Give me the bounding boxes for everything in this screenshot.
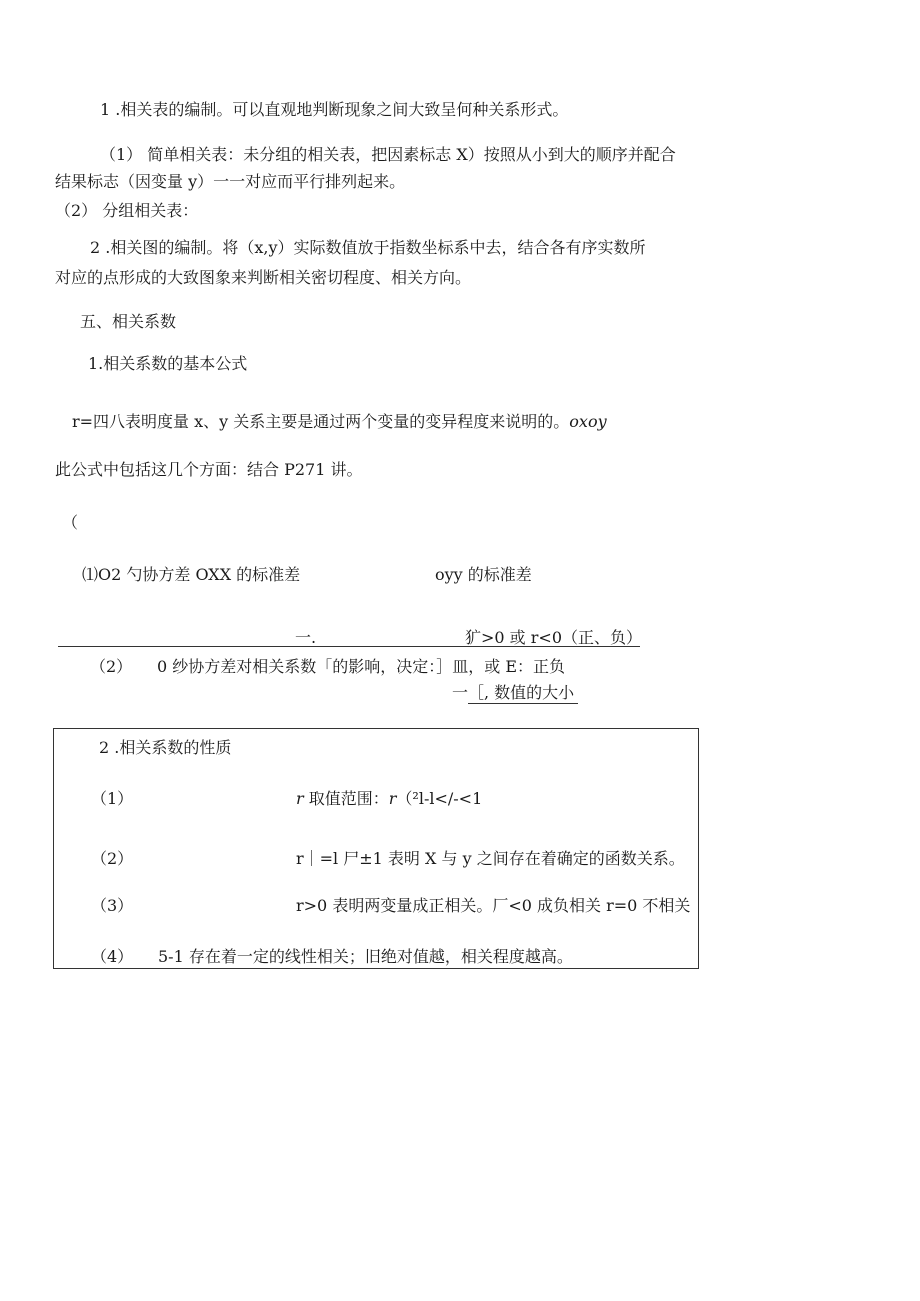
point1-left: ⑴O2 勺协方差 OXX 的标准差 xyxy=(82,565,301,584)
properties-heading: 2 .相关系数的性质 xyxy=(99,738,232,757)
section4-item1-sub2: （2） 分组相关表： xyxy=(55,201,199,220)
point2-number: （2） xyxy=(90,657,133,676)
section4-item1-sub1-line1: （1） 简单相关表：未分组的相关表，把因素标志 X）按照从小到大的顺序并配合 xyxy=(100,145,676,164)
section5-sub1-heading: 1.相关系数的基本公式 xyxy=(88,354,248,373)
point2-text: 0 纱协方差对相关系数「的影响，决定：］皿，或 E：正负 xyxy=(157,657,566,676)
property-1-number: （1） xyxy=(91,789,134,808)
section5-heading: 五、相关系数 xyxy=(80,312,177,331)
section4-item2-line2: 对应的点形成的大致图象来判断相关密切程度、相关方向。 xyxy=(55,268,472,287)
point2-tail-underline xyxy=(468,703,578,704)
section4-item2-line1: 2 .相关图的编制。将（x,y）实际数值放于指数坐标系中去，结合各有序实数所 xyxy=(90,238,646,257)
property-4-text: 5-1 存在着一定的线性相关；旧绝对值越，相关程度越高。 xyxy=(158,947,573,966)
property-1-range: （²l-l</-<1 xyxy=(396,789,483,808)
section4-item1-sub1-line2: 结果标志（因变量 y）一一对应而平行排列起来。 xyxy=(55,172,406,191)
underline-right-text: 犷>0 或 r<0（正、负） xyxy=(465,628,642,647)
property-2-number: （2） xyxy=(91,849,134,868)
open-paren: （ xyxy=(62,513,79,532)
point1-right: oyy 的标准差 xyxy=(435,565,532,584)
property-1-r2: r xyxy=(388,789,397,808)
property-1-label: 取值范围： xyxy=(303,789,389,808)
property-1-r: r xyxy=(296,789,304,808)
underline-left-text: 一. xyxy=(295,628,317,647)
underline-rule xyxy=(58,646,640,647)
formula-text: r=四八表明度量 x、y 关系主要是通过两个变量的变异程度来说明的。 xyxy=(72,412,570,431)
property-3-text: r>0 表明两变量成正相关。厂<0 成负相关 r=0 不相关 xyxy=(296,896,691,915)
point2-tail: 一［, 数值的大小 xyxy=(452,683,575,702)
property-1-text xyxy=(296,789,482,809)
section4-item1: 1 .相关表的编制。可以直观地判断现象之间大致呈何种关系形式。 xyxy=(100,100,569,119)
property-4-number: （4） xyxy=(91,947,134,966)
formula-note: 此公式中包括这几个方面：结合 P271 讲。 xyxy=(55,460,363,479)
formula-line xyxy=(72,412,607,432)
property-3-number: （3） xyxy=(91,896,134,915)
formula-italic: oxoy xyxy=(569,412,607,431)
property-2-text: r｜=l 尸±1 表明 X 与 y 之间存在着确定的函数关系。 xyxy=(296,849,685,868)
properties-box xyxy=(53,728,699,969)
